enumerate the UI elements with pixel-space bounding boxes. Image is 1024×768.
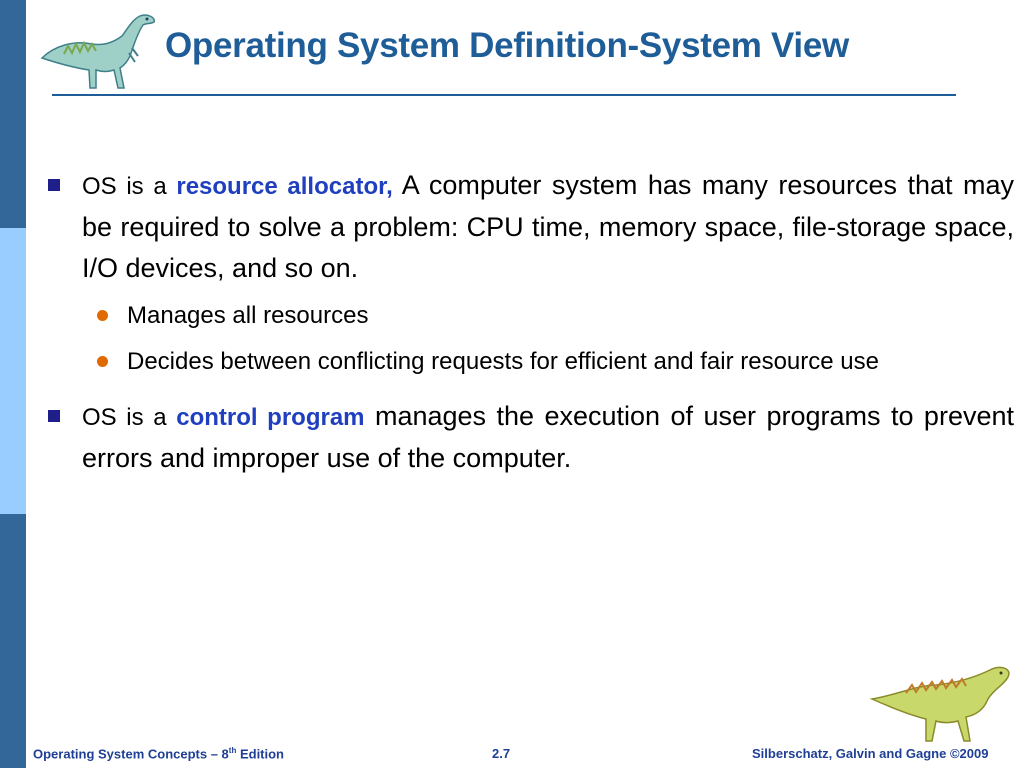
sub-bullet-item bbox=[44, 343, 927, 380]
bullet-text: A computer system has many resources that may be required to solve a problem: CPU time, memory space, file-storage space, I/O devices, and so on. bbox=[82, 170, 1015, 283]
bullet-text: manages the execution of user programs to prevent errors and improper use of the computer. bbox=[82, 401, 1014, 473]
dinosaur-corner-icon bbox=[866, 655, 1016, 747]
dinosaur-logo-icon bbox=[34, 6, 164, 98]
sidebar-stripe-dark bbox=[0, 514, 26, 768]
square-bullet-icon bbox=[48, 410, 60, 422]
sidebar-stripe-light bbox=[0, 228, 26, 514]
round-bullet-icon bbox=[97, 356, 108, 367]
sub-bullet-item bbox=[44, 297, 1014, 334]
sub-bullet-text: Manages all resources bbox=[127, 302, 369, 329]
bullet-resource-allocator bbox=[44, 165, 1014, 289]
sidebar-stripe-dark bbox=[0, 0, 26, 228]
slide-title: Operating System Definition-System View bbox=[165, 26, 849, 65]
highlight-term: resource allocator, bbox=[176, 173, 393, 200]
bullet-prefix: OS is a bbox=[82, 404, 177, 431]
slide-content bbox=[44, 165, 1014, 481]
footer-book-title bbox=[33, 746, 284, 761]
footer-copyright: Silberschatz, Galvin and Gagne ©2009 bbox=[752, 746, 989, 761]
footer-edition-text: Edition bbox=[236, 746, 285, 762]
square-bullet-icon bbox=[48, 179, 60, 191]
footer-page-number: 2.7 bbox=[492, 746, 511, 761]
round-bullet-icon bbox=[97, 310, 108, 321]
sub-bullet-text: Decides between conflicting requests for efficient and fair resource use bbox=[127, 348, 879, 375]
title-divider bbox=[52, 94, 956, 96]
sub-bullet-list bbox=[44, 297, 1014, 380]
footer-book-text: Operating System Concepts – 8 bbox=[33, 746, 229, 762]
left-sidebar bbox=[0, 0, 26, 768]
bullet-prefix: OS is a bbox=[82, 173, 177, 200]
footer-edition-sup: th bbox=[228, 746, 237, 755]
highlight-term: control program bbox=[176, 404, 365, 431]
bullet-control-program bbox=[44, 396, 1014, 479]
